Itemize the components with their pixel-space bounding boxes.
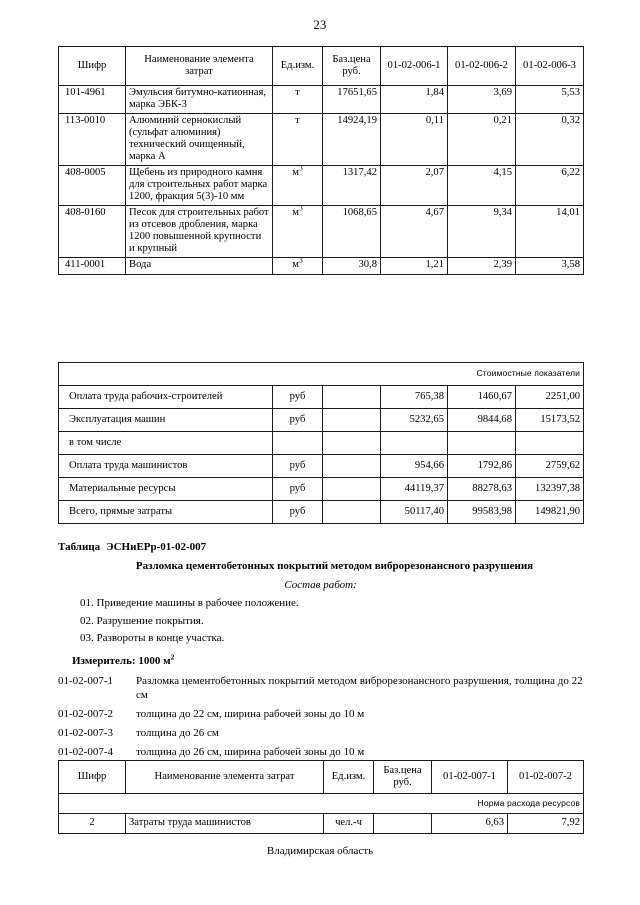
list-item	[58, 726, 583, 740]
measurement-unit-exponent: 2	[170, 652, 175, 662]
cell-code: 408-0160	[59, 205, 126, 257]
summary-value-1: 954,66	[381, 455, 448, 478]
cell-name: Вода	[126, 257, 273, 274]
measurement-unit-line	[58, 654, 583, 668]
cell-base-price: 14924,19	[323, 113, 381, 165]
summary-value-2: 1460,67	[448, 386, 516, 409]
header-code: Шифр	[59, 47, 126, 86]
resource-table-head	[59, 47, 584, 86]
summary-unit: руб	[273, 386, 323, 409]
summary-value-3: 2251,00	[516, 386, 584, 409]
variant-code: 01-02-007-2	[58, 708, 113, 721]
table-row	[59, 814, 584, 834]
section-table-caption	[58, 540, 583, 554]
header-col-01-02-007-2: 01-02-007-2	[508, 761, 584, 794]
cell-name: Эмульсия битумно-катионная, марка ЭБК-3	[126, 86, 273, 114]
header-name-line1: Наименование элемента	[144, 53, 254, 65]
header-code: Шифр	[59, 761, 126, 794]
list-item: 01. Приведение машины в рабочее положение.	[80, 596, 299, 609]
header-col-01-02-007-1: 01-02-007-1	[432, 761, 508, 794]
summary-value-3: 2759,62	[516, 455, 584, 478]
summary-unit	[273, 432, 323, 455]
cell-code: 2	[59, 814, 126, 834]
cell-code: 411-0001	[59, 257, 126, 274]
header-col-01-02-006-3: 01-02-006-3	[516, 47, 584, 86]
variant-code: 01-02-007-1	[58, 675, 113, 688]
cell-value-3: 5,53	[516, 86, 584, 114]
header-col-01-02-006-2: 01-02-006-2	[448, 47, 516, 86]
header-unit: Ед.изм.	[273, 47, 323, 86]
summary-label: Материальные ресурсы	[59, 478, 273, 501]
summary-base-price	[323, 386, 381, 409]
cell-value-3: 6,22	[516, 165, 584, 205]
cell-unit: $м^3$	[273, 205, 323, 257]
cell-unit: $м^3$	[273, 165, 323, 205]
cell-unit: $м^3$	[273, 257, 323, 274]
table-row	[59, 113, 584, 165]
summary-value-1: 5232,65	[381, 409, 448, 432]
summary-value-2	[448, 432, 516, 455]
page-number: 23	[313, 18, 327, 32]
norms-band-row	[59, 794, 584, 814]
table-header-row	[59, 761, 584, 794]
variant-text: толщина до 26 см	[136, 726, 219, 739]
cost-indicators-table	[58, 362, 584, 524]
header-base-price	[374, 761, 432, 794]
cell-value-2: 2,39	[448, 257, 516, 274]
footer-region: Владимирская область	[266, 845, 374, 857]
summary-value-1	[381, 432, 448, 455]
cell-value-1: 4,67	[381, 205, 448, 257]
variant-text: толщина до 22 см, ширина рабочей зоны до 10 м	[136, 708, 365, 721]
resource-table	[58, 46, 584, 275]
cell-value-3: 3,58	[516, 257, 584, 274]
list-item	[58, 707, 583, 721]
header-unit: Ед.изм.	[324, 761, 374, 794]
list-item: 02. Разрушение покрытия.	[80, 614, 204, 627]
header-base-price	[323, 47, 381, 86]
cost-indicators-band-row	[59, 363, 584, 386]
cell-code: 113-0010	[59, 113, 126, 165]
cell-value-1: 0,11	[381, 113, 448, 165]
header-base-price-line1: Баз.цена	[332, 53, 371, 65]
cell-base-price	[374, 814, 432, 834]
summary-unit: руб	[273, 409, 323, 432]
summary-value-3	[516, 432, 584, 455]
variant-text: Разломка цементобетонных покрытий методом виброрезонансного разрушения, толщина до 22 см	[136, 675, 583, 702]
cell-base-price: 1068,65	[323, 205, 381, 257]
norms-table	[58, 760, 584, 834]
cell-value-2: 3,69	[448, 86, 516, 114]
summary-base-price	[323, 409, 381, 432]
table-row	[59, 386, 584, 409]
cell-code: 101-4961	[59, 86, 126, 114]
header-base-price-line2: руб.	[342, 66, 361, 77]
summary-value-2: 9844,68	[448, 409, 516, 432]
summary-value-2: 88278,63	[448, 478, 516, 501]
summary-base-price	[323, 455, 381, 478]
cell-value-2: 4,15	[448, 165, 516, 205]
cell-value-1: 6,63	[432, 814, 508, 834]
summary-value-3: 15173,52	[516, 409, 584, 432]
section-table-caption-label: Таблица	[58, 541, 101, 553]
cell-value-3: 0,32	[516, 113, 584, 165]
cell-value-2: 0,21	[448, 113, 516, 165]
summary-value-1: 50117,40	[381, 501, 448, 524]
cost-indicators-body	[59, 363, 584, 524]
cell-value-1: 1,21	[381, 257, 448, 274]
works-composition-header: Состав работ:	[284, 578, 357, 591]
summary-label: в том числе	[59, 432, 273, 455]
summary-base-price	[323, 478, 381, 501]
table-row	[59, 165, 584, 205]
summary-unit: руб	[273, 501, 323, 524]
norms-table-head	[59, 761, 584, 794]
summary-value-1: 765,38	[381, 386, 448, 409]
section-table-caption-code: ЭСНиЕРр-01-02-007	[106, 541, 207, 553]
variant-list	[58, 674, 583, 759]
section-title: Разломка цементобетонных покрытий методом виброрезонансного разрушения	[135, 560, 534, 573]
resource-table-body	[59, 86, 584, 275]
header-base-price-line1: Баз.цена	[383, 764, 422, 776]
measurement-unit-label: Измеритель: 1000 м	[72, 654, 171, 667]
table-header-row	[59, 47, 584, 86]
summary-value-3: 132397,38	[516, 478, 584, 501]
variant-code: 01-02-007-3	[58, 726, 113, 739]
summary-label: Эксплуатация машин	[59, 409, 273, 432]
table-row	[59, 478, 584, 501]
cell-unit: чел.-ч	[324, 814, 374, 834]
summary-unit: руб	[273, 455, 323, 478]
table-row	[59, 432, 584, 455]
table-row	[59, 409, 584, 432]
header-col-01-02-006-1: 01-02-006-1	[381, 47, 448, 86]
summary-label: Оплата труда рабочих-строителей	[59, 386, 273, 409]
cell-value-1: 1,84	[381, 86, 448, 114]
cell-value-2: 9,34	[448, 205, 516, 257]
summary-value-1: 44119,37	[381, 478, 448, 501]
works-composition-list	[58, 596, 583, 646]
table-row	[59, 455, 584, 478]
cell-name: Алюминий сернокислый (сульфат алюминия) технический очищенный, марка А	[126, 113, 273, 165]
summary-value-3: 149821,90	[516, 501, 584, 524]
cost-indicators-band-label: Стоимостные показатели	[59, 363, 584, 386]
summary-label: Всего, прямые затраты	[59, 501, 273, 524]
variant-text: толщина до 26 см, ширина рабочей зоны до 10 м	[136, 745, 365, 758]
summary-value-2: 99583,98	[448, 501, 516, 524]
table-row	[59, 205, 584, 257]
cell-unit: т	[273, 86, 323, 114]
summary-unit: руб	[273, 478, 323, 501]
table-row	[59, 257, 584, 274]
cell-name: Затраты труда машинистов	[126, 814, 324, 834]
cell-name: Песок для строительных работ из отсевов дробления, марка 1200 повышенной крупности и крупный	[126, 205, 273, 257]
section-text-block	[58, 540, 583, 764]
cell-base-price: 30,8	[323, 257, 381, 274]
summary-base-price	[323, 432, 381, 455]
header-name	[126, 47, 273, 86]
cell-base-price: 17651,65	[323, 86, 381, 114]
list-item	[58, 745, 583, 759]
summary-value-2: 1792,86	[448, 455, 516, 478]
variant-code: 01-02-007-4	[58, 745, 113, 758]
summary-label: Оплата труда машинистов	[59, 455, 273, 478]
cell-code: 408-0005	[59, 165, 126, 205]
table-row	[59, 501, 584, 524]
summary-base-price	[323, 501, 381, 524]
cell-name: Щебень из природного камня для строительных работ марка 1200, фракция 5(3)-10 мм	[126, 165, 273, 205]
header-name: Наименование элемента затрат	[126, 761, 324, 794]
header-base-price-line2: руб.	[393, 777, 412, 788]
norms-band-label: Норма расхода ресурсов	[59, 794, 584, 814]
header-name-line2: затрат	[185, 66, 213, 77]
cell-value-3: 14,01	[516, 205, 584, 257]
cell-unit: т	[273, 113, 323, 165]
table-row	[59, 86, 584, 114]
cell-value-1: 2,07	[381, 165, 448, 205]
cell-base-price: 1317,42	[323, 165, 381, 205]
list-item	[58, 674, 583, 703]
list-item: 03. Развороты в конце участка.	[80, 632, 225, 645]
norms-table-body	[59, 794, 584, 834]
cell-value-2: 7,92	[508, 814, 584, 834]
